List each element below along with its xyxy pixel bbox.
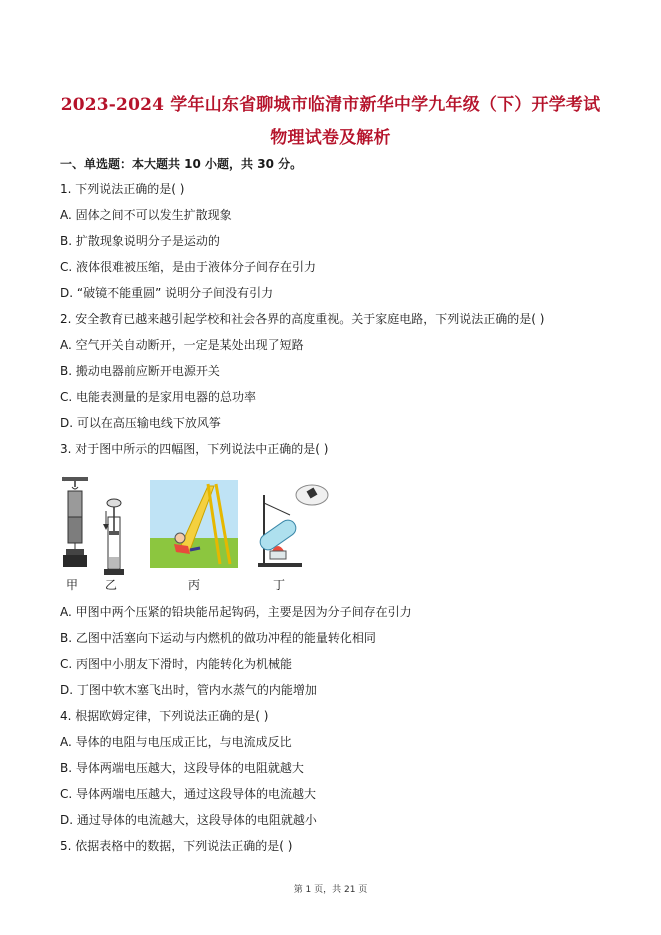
question-2-option-c: C. 电能表测量的是家用电器的总功率	[60, 390, 257, 404]
question-1-option-c: C. 液体很难被压缩，是由于液体分子间存在引力	[60, 260, 317, 274]
page-number-footer: 第 1 页，共 21 页	[293, 885, 368, 895]
question-3-option-d: D. 丁图中软木塞飞出时，管内水蒸气的内能增加	[60, 683, 317, 697]
question-1-stem: 1. 下列说法正确的是( )	[60, 182, 185, 196]
question-1-option-b: B. 扩散现象说明分子是运动的	[60, 234, 220, 248]
question-4-option-a: A. 导体的电阻与电压成正比，与电流成反比	[60, 735, 292, 749]
section-heading: 一、单选题：本大题共 10 小题，共 30 分。	[60, 157, 303, 171]
question-5-stem: 5. 依据表格中的数据，下列说法正确的是( )	[60, 839, 293, 853]
document-title-line2: 物理试卷及解析	[270, 128, 391, 148]
question-3-figures	[60, 475, 360, 595]
question-4-option-b: B. 导体两端电压越大，这段导体的电阻就越大	[60, 761, 304, 775]
figure-label-bing: 丙	[188, 578, 201, 592]
question-3-option-c: C. 丙图中小朋友下滑时，内能转化为机械能	[60, 657, 293, 671]
piston-cylinder-figure	[100, 497, 128, 577]
figure-label-yi: 乙	[105, 578, 118, 592]
question-2-option-a: A. 空气开关自动断开，一定是某处出现了短路	[60, 338, 304, 352]
figure-label-jia: 甲	[66, 578, 79, 592]
question-3-option-b: B. 乙图中活塞向下运动与内燃机的做功冲程的能量转化相同	[60, 631, 376, 645]
question-2-stem: 2. 安全教育已越来越引起学校和社会各界的高度重视。关于家庭电路，下列说法正确的是( )	[60, 312, 545, 326]
question-4-option-d: D. 通过导体的电流越大，这段导体的电阻就越小	[60, 813, 317, 827]
figure-label-ding: 丁	[273, 578, 286, 592]
question-2-option-d: D. 可以在高压输电线下放风筝	[60, 416, 221, 430]
question-3-stem: 3. 对于图中所示的四幅图，下列说法中正确的是( )	[60, 442, 329, 456]
question-1-option-a: A. 固体之间不可以发生扩散现象	[60, 208, 232, 222]
question-2-option-b: B. 搬动电器前应断开电源开关	[60, 364, 220, 378]
question-4-stem: 4. 根据欧姆定律，下列说法正确的是( )	[60, 709, 269, 723]
lead-blocks-figure	[60, 475, 90, 575]
question-3-option-a: A. 甲图中两个压紧的铅块能吊起钩码，主要是因为分子间存在引力	[60, 605, 412, 619]
question-1-option-d: D. “破镜不能重圆” 说明分子间没有引力	[60, 286, 274, 300]
test-tube-figure	[246, 475, 356, 571]
slide-figure	[150, 480, 238, 568]
question-4-option-c: C. 导体两端电压越大，通过这段导体的电流越大	[60, 787, 317, 801]
document-title-line1: 2023-2024 学年山东省聊城市临清市新华中学九年级（下）开学考试	[60, 95, 601, 115]
